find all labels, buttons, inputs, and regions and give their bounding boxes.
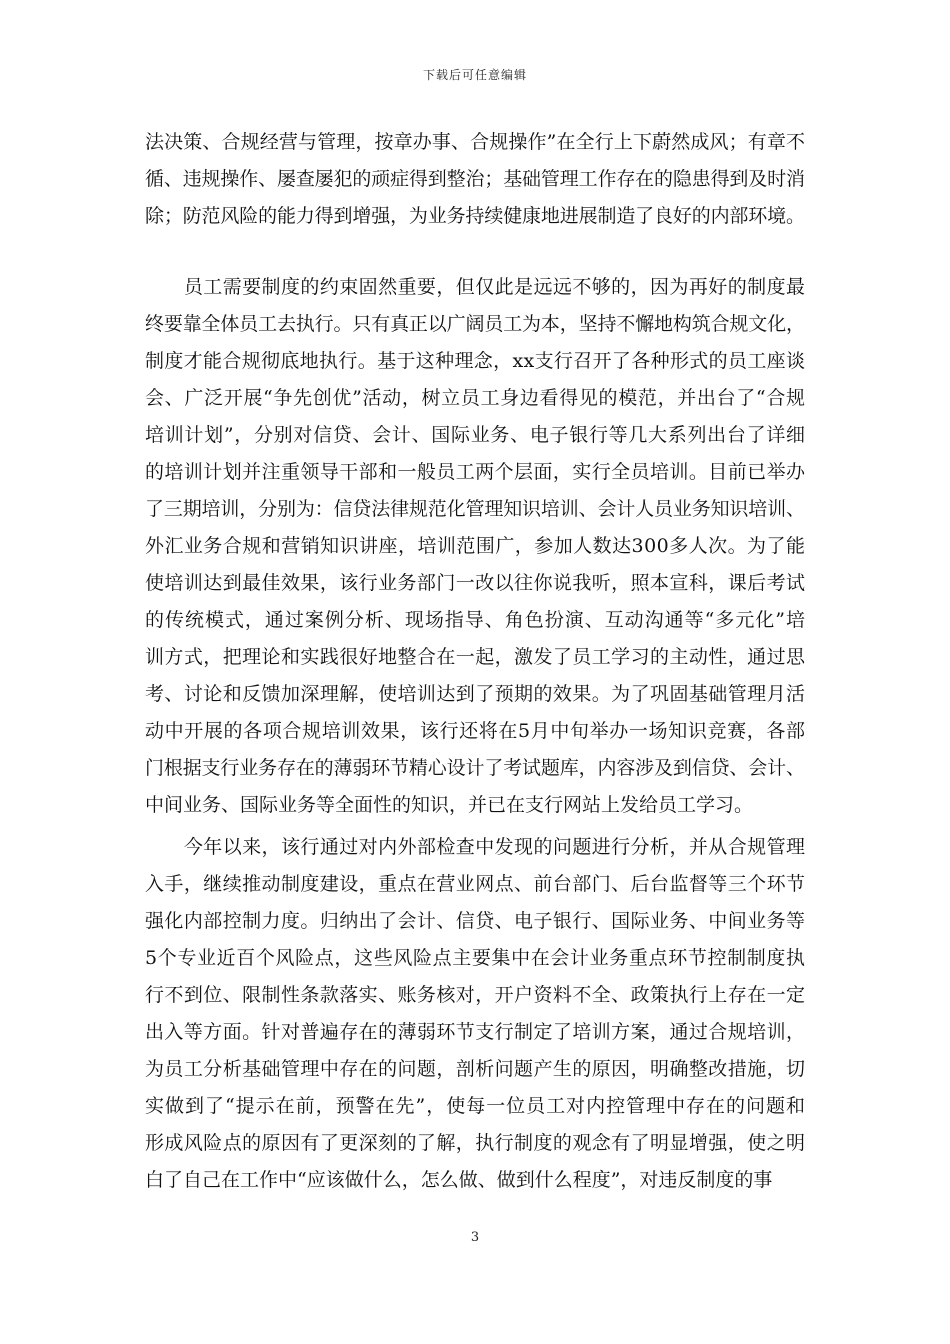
text-line: 5个专业近百个风险点，这些风险点主要集中在会计业务重点环节控制制度执 <box>145 947 806 969</box>
text-line: 行不到位、限制性条款落实、账务核对，开户资料不全、政策执行上存在一定 <box>145 984 806 1006</box>
text-line: 动中开展的各项合规培训效果，该行还将在5月中旬举办一场知识竞赛，各部 <box>145 720 806 742</box>
text-line: 实做到了“提示在前，预警在先”，使每一位员工对内控管理中存在的问题和 <box>145 1095 806 1117</box>
text-line: 法决策、合规经营与管理，按章办事、合规操作”在全行上下蔚然成风；有章不 <box>145 131 806 153</box>
page-number: 3 <box>470 1230 480 1245</box>
text-line: 了三期培训，分别为：信贷法律规范化管理知识培训、会计人员业务知识培训、 <box>145 498 805 520</box>
text-line: 入手，继续推动制度建设，重点在营业网点、前台部门、后台监督等三个环节 <box>145 873 806 895</box>
text-line: 训方式，把理论和实践很好地整合在一起，激发了员工学习的主动性，通过思 <box>145 646 806 668</box>
text-line: 除；防范风险的能力得到增强，为业务持续健康地进展制造了良好的内部环境。 <box>145 205 805 227</box>
text-line: 的培训计划并注重领导干部和一般员工两个层面，实行全员培训。目前已举办 <box>145 461 806 483</box>
text-line: 使培训达到最佳效果，该行业务部门一改以往你说我听，照本宣科，课后考试 <box>145 572 806 594</box>
text-line: 形成风险点的原因有了更深刻的了解，执行制度的观念有了明显增强，使之明 <box>145 1132 806 1154</box>
text-line: 为员工分析基础管理中存在的问题，剖析问题产生的原因，明确整改措施，切 <box>145 1058 806 1080</box>
text-line: 的传统模式，通过案例分析、现场指导、角色扮演、互动沟通等“多元化”培 <box>145 609 806 631</box>
text-line: 中间业务、国际业务等全面性的知识，并已在支行网站上发给员工学习。 <box>145 794 754 816</box>
text-line: 今年以来，该行通过对内外部检查中发现的问题进行分析，并从合规管理 <box>145 836 806 858</box>
text-line: 门根据支行业务存在的薄弱环节精心设计了考试题库，内容涉及到信贷、会计、 <box>145 757 805 779</box>
text-line: 出入等方面。针对普遍存在的薄弱环节支行制定了培训方案，通过合规培训， <box>145 1021 806 1043</box>
text-line: 外汇业务合规和营销知识讲座，培训范围广，参加人数达300多人次。为了能 <box>145 535 806 557</box>
text-line: 制度才能合规彻底地执行。基于这种理念，xx支行召开了各种形式的员工座谈 <box>145 350 806 372</box>
text-line: 员工需要制度的约束固然重要，但仅此是远远不够的，因为再好的制度最 <box>145 276 806 298</box>
text-line: 会、广泛开展“争先创优”活动，树立员工身边看得见的模范，并出台了“合规 <box>145 387 806 409</box>
text-line: 考、讨论和反馈加深理解，使培训达到了预期的效果。为了巩固基础管理月活 <box>145 683 806 705</box>
text-line: 循、违规操作、屡查屡犯的顽症得到整治；基础管理工作存在的隐患得到及时消 <box>145 168 805 190</box>
text-line: 培训计划”，分别对信贷、会计、国际业务、电子银行等几大系列出台了详细 <box>145 424 806 446</box>
page-header: 下载后可任意编辑 <box>422 68 527 82</box>
text-line: 白了自己在工作中“应该做什么，怎么做、做到什么程度”，对违反制度的事 <box>145 1169 773 1191</box>
text-line: 终要靠全体员工去执行。只有真正以广阔员工为本，坚持不懈地构筑合规文化， <box>145 313 805 335</box>
text-line: 强化内部控制力度。归纳出了会计、信贷、电子银行、国际业务、中间业务等 <box>145 910 806 932</box>
